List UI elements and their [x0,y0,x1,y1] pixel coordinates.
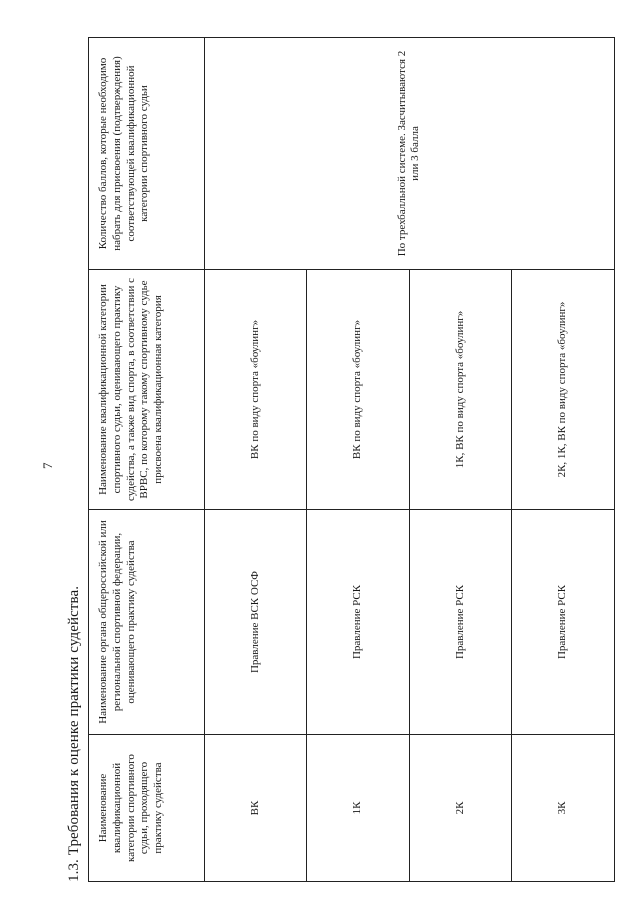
cell-category: 3К [512,735,615,882]
cell-organ: Правление РСК [512,510,615,735]
cell-organ: Правление ВСК ОСФ [204,510,307,735]
cell-category: 1К [307,735,410,882]
cell-evaluator: ВК по виду спорта «боулинг» [204,270,307,510]
cell-evaluator: 2К, 1К, ВК по виду спорта «боулинг» [512,270,615,510]
cell-organ: Правление РСК [307,510,410,735]
header-judge-category: Наименование квалификационной категории спортивного судьи, проходящего практику судейства [89,735,205,882]
header-evaluator-category: Наименование квалификационной категории спортивного судьи, оценивающего практику судейства, а также вид спорта, в соответствии с ВРВС, по которому такому спортивному судье присвоена квалификационная категория [89,270,205,510]
cell-evaluator: 1К, ВК по виду спорта «боулинг» [409,270,512,510]
requirements-table [88,37,615,882]
section-heading: 1.3. Требования к оценке практики судейства. [66,585,82,882]
cell-category: 2К [409,735,512,882]
table-header-row [89,38,205,882]
cell-organ: Правление РСК [409,510,512,735]
cell-evaluator: ВК по виду спорта «боулинг» [307,270,410,510]
table-row [204,38,307,882]
cell-category: ВК [204,735,307,882]
page-number: 7 [40,462,55,469]
header-evaluating-organ: Наименование органа общероссийской или региональной спортивной федерации, оценивающего практику судейства [89,510,205,735]
cell-points: По трехбалльной системе. Засчитываются 2 или 3 балла [204,38,614,270]
header-points-required: Количество баллов, которые необходимо набрать для присвоения (подтверждения) соответствующей квалификационной категории спортивного судьи [89,38,205,270]
